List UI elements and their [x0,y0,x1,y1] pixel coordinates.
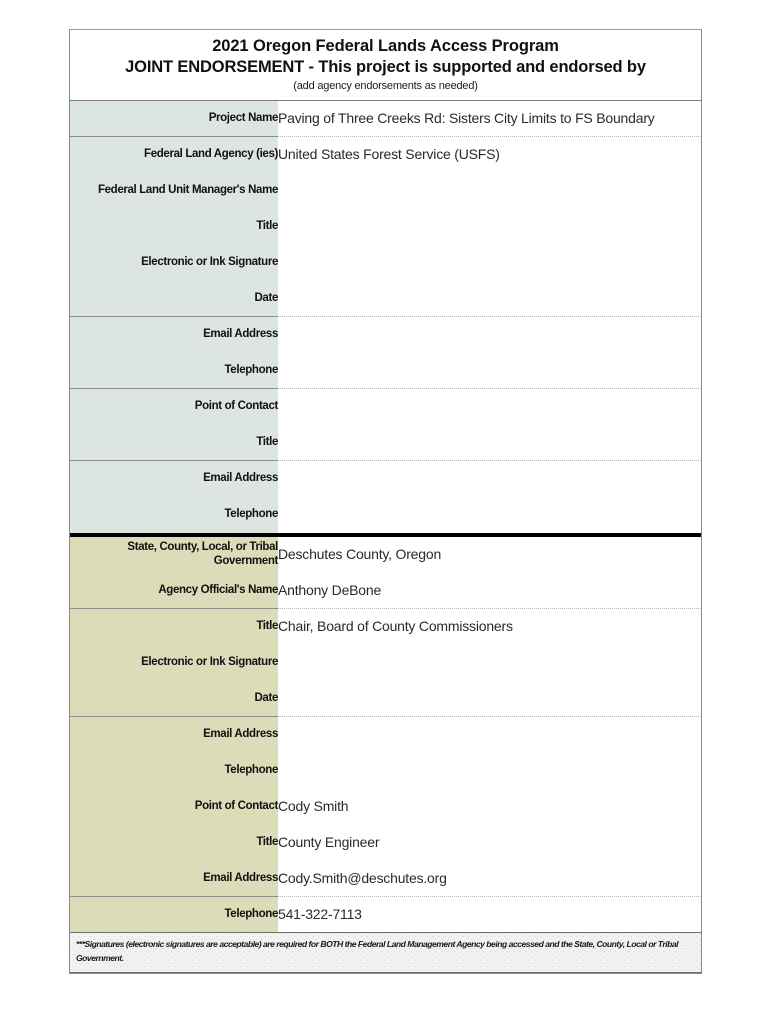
form-subtitle: (add agency endorsements as needed) [293,80,478,93]
form-row [70,245,701,281]
field-label: Telephone [70,753,278,789]
field-value[interactable]: United States Forest Service (USFS) [278,137,701,173]
field-value[interactable] [278,317,701,353]
field-value[interactable] [278,681,701,717]
field-label: Title [70,209,278,245]
field-value[interactable] [278,245,701,281]
field-label: Email Address [70,317,278,353]
field-value[interactable] [278,497,701,533]
field-label: Project Name [70,101,278,137]
form-row [70,209,701,245]
field-value[interactable]: Chair, Board of County Commissioners [278,609,701,645]
form-header [70,30,701,101]
field-label: Federal Land Unit Manager's Name [70,173,278,209]
form-row [70,537,701,573]
field-value[interactable] [278,281,701,317]
field-value[interactable] [278,173,701,209]
field-value[interactable]: Cody.Smith@deschutes.org [278,861,701,897]
field-value[interactable]: Deschutes County, Oregon [278,537,701,573]
endorsement-table [70,101,701,973]
field-value[interactable] [278,209,701,245]
field-value[interactable] [278,645,701,681]
field-value[interactable]: Anthony DeBone [278,573,701,609]
footnote-cell [70,933,701,972]
field-label: Point of Contact [70,789,278,825]
field-label: Telephone [70,497,278,533]
field-label: Federal Land Agency (ies) [70,137,278,173]
field-label: Electronic or Ink Signature [70,245,278,281]
form-row [70,825,701,861]
form-row [70,897,701,933]
form-row [70,861,701,897]
form-row [70,609,701,645]
field-label: Date [70,681,278,717]
field-value[interactable] [278,389,701,425]
form-title-secondary: JOINT ENDORSEMENT - This project is supported and endorsed by [125,58,646,77]
form-row [70,173,701,209]
form-title-primary: 2021 Oregon Federal Lands Access Program [212,37,559,55]
form-row [70,317,701,353]
form-row [70,101,701,137]
form-row [70,753,701,789]
form-row [70,717,701,753]
field-label: State, County, Local, or Tribal Government [70,537,278,573]
field-value[interactable]: Paving of Three Creeks Rd: Sisters City Limits to FS Boundary [278,101,701,137]
endorsement-form [69,29,702,974]
field-value[interactable]: 541-322-7113 [278,897,701,933]
field-value[interactable]: County Engineer [278,825,701,861]
field-label: Email Address [70,861,278,897]
field-value[interactable] [278,353,701,389]
field-label: Email Address [70,461,278,497]
field-label: Title [70,609,278,645]
form-row [70,461,701,497]
form-row [70,789,701,825]
form-row [70,425,701,461]
field-label: Title [70,425,278,461]
form-row [70,137,701,173]
field-value[interactable]: Cody Smith [278,789,701,825]
field-label: Electronic or Ink Signature [70,645,278,681]
field-value[interactable] [278,717,701,753]
form-row [70,497,701,533]
footnote-row [70,933,701,972]
field-label: Telephone [70,353,278,389]
field-value[interactable] [278,461,701,497]
field-label: Title [70,825,278,861]
field-label: Point of Contact [70,389,278,425]
field-label: Email Address [70,717,278,753]
signature-requirement-note: ***Signatures (electronic signatures are acceptable) are required for BOTH the Federal Land Management Agency being accessed and the State, County, Local or Tribal Government. [76,939,679,964]
form-row [70,353,701,389]
field-label: Date [70,281,278,317]
field-label: Agency Official's Name [70,573,278,609]
field-label: Telephone [70,897,278,933]
form-row [70,645,701,681]
form-row [70,681,701,717]
government-section [70,537,701,933]
form-row [70,573,701,609]
field-value[interactable] [278,753,701,789]
field-value[interactable] [278,425,701,461]
form-row [70,281,701,317]
footnote-section [70,933,701,972]
federal-agency-section [70,101,701,533]
form-row [70,389,701,425]
